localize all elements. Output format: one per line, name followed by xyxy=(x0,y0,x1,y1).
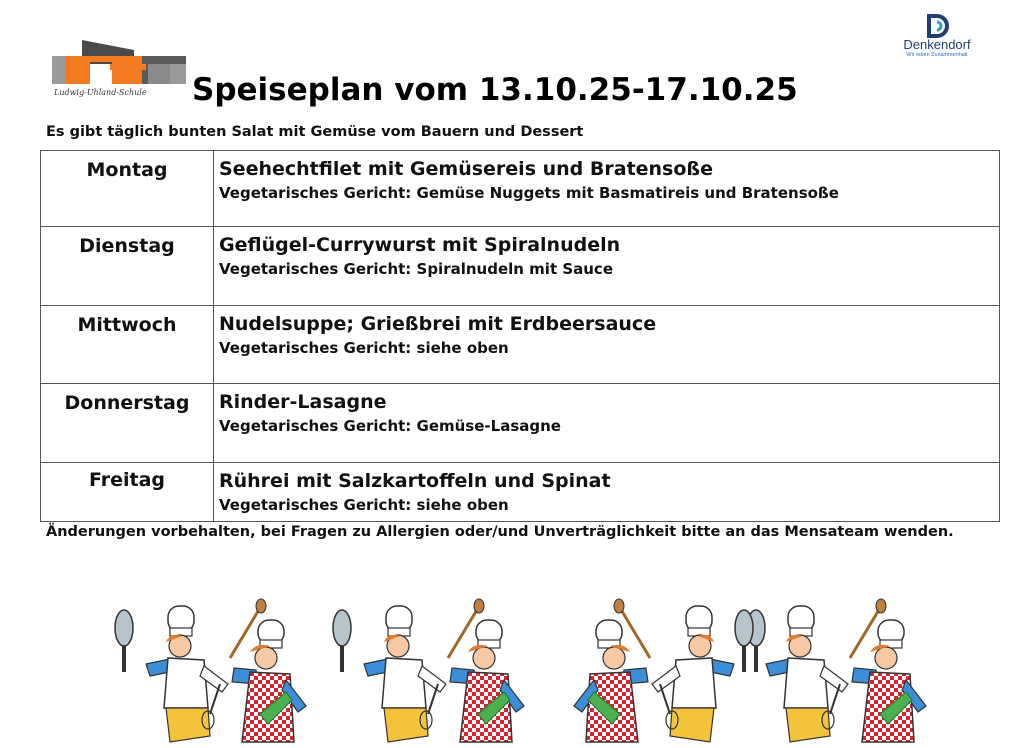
day-label: Freitag xyxy=(88,469,166,491)
menu-table xyxy=(40,150,1000,522)
table-row xyxy=(41,151,1000,227)
main-dish: Rührei mit Salzkartoffeln und Spinat xyxy=(219,470,611,492)
day-cell xyxy=(41,151,214,227)
table-row xyxy=(41,306,1000,384)
vegetarian-dish: Vegetarisches Gericht: siehe oben xyxy=(219,496,509,514)
denkendorf-logo xyxy=(896,14,978,64)
main-dish: Rinder-Lasagne xyxy=(219,391,387,413)
day-cell xyxy=(41,306,214,384)
municipality-slogan: Wir leben Zusammenhalt xyxy=(906,52,968,58)
table-row xyxy=(41,463,1000,522)
vegetarian-dish: Vegetarisches Gericht: Spiralnudeln mit Sauce xyxy=(219,260,613,278)
meal-cell xyxy=(214,151,1000,227)
page-title: Speiseplan vom 13.10.25-17.10.25 xyxy=(192,72,798,108)
table-row xyxy=(41,227,1000,306)
footnote: Änderungen vorbehalten, bei Fragen zu Allergien oder/und Unverträglichkeit bitte an das Mensateam wenden. xyxy=(46,524,954,540)
main-dish: Seehechtfilet mit Gemüsereis und Bratensoße xyxy=(219,158,713,180)
denkendorf-logo-icon xyxy=(924,14,950,38)
main-dish: Geflügel-Currywurst mit Spiralnudeln xyxy=(219,234,621,256)
school-logo-icon xyxy=(52,34,186,86)
day-label: Mittwoch xyxy=(77,314,177,336)
day-label: Donnerstag xyxy=(64,392,190,414)
school-name: Ludwig-Uhland-Schule xyxy=(54,88,147,97)
day-cell xyxy=(41,463,214,522)
vegetarian-dish: Vegetarisches Gericht: Gemüse-Lasagne xyxy=(219,417,561,435)
meal-cell xyxy=(214,306,1000,384)
meal-cell xyxy=(214,227,1000,306)
day-cell xyxy=(41,384,214,463)
page-subtitle: Es gibt täglich bunten Salat mit Gemüse vom Bauern und Dessert xyxy=(46,124,584,140)
vegetarian-dish: Vegetarisches Gericht: Gemüse Nuggets mit Basmatireis und Bratensoße xyxy=(219,184,839,202)
day-label: Dienstag xyxy=(79,235,175,257)
day-label: Montag xyxy=(86,159,168,181)
school-logo xyxy=(52,34,186,100)
meal-cell xyxy=(214,384,1000,463)
chef-illustration xyxy=(333,599,524,742)
chef-illustration xyxy=(115,599,306,742)
municipality-name: Denkendorf xyxy=(903,37,971,52)
vegetarian-dish: Vegetarisches Gericht: siehe oben xyxy=(219,339,509,357)
table-row xyxy=(41,384,1000,463)
meal-cell xyxy=(214,463,1000,522)
chef-illustrations xyxy=(110,596,930,744)
day-cell xyxy=(41,227,214,306)
main-dish: Nudelsuppe; Grießbrei mit Erdbeersauce xyxy=(219,313,657,335)
